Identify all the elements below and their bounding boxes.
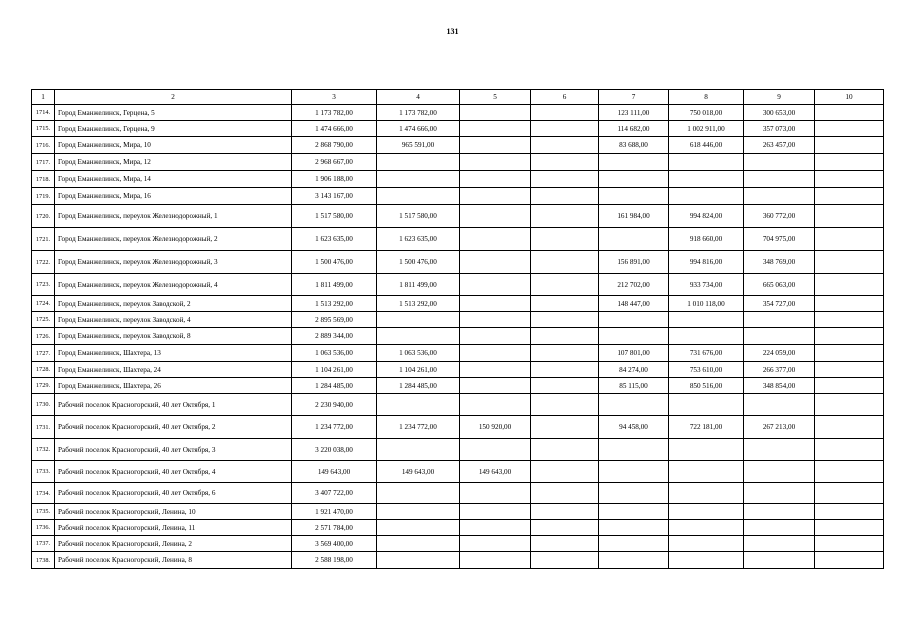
table-row <box>32 552 884 569</box>
value-cell-col-10 <box>815 171 884 188</box>
value-cell-col-6 <box>531 205 599 228</box>
table-row <box>32 536 884 552</box>
table-row <box>32 312 884 328</box>
table-row <box>32 439 884 461</box>
value-cell-col-7: 212 702,00 <box>599 274 669 296</box>
value-cell-col-5 <box>460 205 531 228</box>
value-cell-col-8 <box>669 171 744 188</box>
value-cell-col-4 <box>377 520 460 536</box>
value-cell-col-5 <box>460 394 531 416</box>
row-number-cell: 1715. <box>32 121 55 137</box>
value-cell-col-8 <box>669 394 744 416</box>
value-cell-col-3: 3 569 400,00 <box>292 536 377 552</box>
value-cell-col-4: 1 173 782,00 <box>377 105 460 121</box>
value-cell-col-7: 123 111,00 <box>599 105 669 121</box>
value-cell-col-8: 994 824,00 <box>669 205 744 228</box>
value-cell-col-8: 918 660,00 <box>669 228 744 251</box>
value-cell-col-7 <box>599 536 669 552</box>
table-row <box>32 378 884 394</box>
row-number-cell: 1736. <box>32 520 55 536</box>
row-number-cell: 1735. <box>32 504 55 520</box>
value-cell-col-4 <box>377 552 460 569</box>
value-cell-col-3: 1 513 292,00 <box>292 296 377 312</box>
value-cell-col-5: 150 920,00 <box>460 416 531 439</box>
value-cell-col-4: 1 513 292,00 <box>377 296 460 312</box>
value-cell-col-3: 3 407 722,00 <box>292 483 377 504</box>
value-cell-col-7 <box>599 328 669 345</box>
value-cell-col-6 <box>531 328 599 345</box>
value-cell-col-3: 1 811 499,00 <box>292 274 377 296</box>
row-number-cell: 1716. <box>32 137 55 154</box>
value-cell-col-10 <box>815 228 884 251</box>
value-cell-col-4: 1 474 666,00 <box>377 121 460 137</box>
value-cell-col-8: 1 002 911,00 <box>669 121 744 137</box>
value-cell-col-7 <box>599 439 669 461</box>
value-cell-col-4: 1 623 635,00 <box>377 228 460 251</box>
value-cell-col-5 <box>460 105 531 121</box>
address-cell: Рабочий поселок Красногорский, 40 лет Октября, 1 <box>55 394 292 416</box>
value-cell-col-6 <box>531 483 599 504</box>
value-cell-col-4: 965 591,00 <box>377 137 460 154</box>
address-cell: Город Еманжелинск, переулок Заводской, 8 <box>55 328 292 345</box>
value-cell-col-3: 1 104 261,00 <box>292 362 377 378</box>
row-number-cell: 1718. <box>32 171 55 188</box>
value-cell-col-7: 148 447,00 <box>599 296 669 312</box>
row-number-cell: 1714. <box>32 105 55 121</box>
table-row <box>32 105 884 121</box>
value-cell-col-8 <box>669 483 744 504</box>
value-cell-col-7 <box>599 154 669 171</box>
value-cell-col-3: 1 906 188,00 <box>292 171 377 188</box>
address-cell: Город Еманжелинск, Мира, 14 <box>55 171 292 188</box>
address-cell: Город Еманжелинск, переулок Железнодорожный, 4 <box>55 274 292 296</box>
value-cell-col-9 <box>744 504 815 520</box>
value-cell-col-10 <box>815 345 884 362</box>
page-number: 131 <box>446 27 459 36</box>
value-cell-col-3: 1 474 666,00 <box>292 121 377 137</box>
value-cell-col-10 <box>815 121 884 137</box>
value-cell-col-9: 360 772,00 <box>744 205 815 228</box>
column-header-1: 1 <box>32 90 55 105</box>
value-cell-col-8: 1 010 118,00 <box>669 296 744 312</box>
value-cell-col-4 <box>377 394 460 416</box>
table-row <box>32 394 884 416</box>
value-cell-col-6 <box>531 312 599 328</box>
value-cell-col-8: 753 610,00 <box>669 362 744 378</box>
value-cell-col-9 <box>744 536 815 552</box>
value-cell-col-6 <box>531 154 599 171</box>
row-number-cell: 1724. <box>32 296 55 312</box>
address-cell: Город Еманжелинск, переулок Железнодорожный, 3 <box>55 251 292 274</box>
value-cell-col-5 <box>460 345 531 362</box>
value-cell-col-6 <box>531 394 599 416</box>
value-cell-col-6 <box>531 378 599 394</box>
value-cell-col-8 <box>669 536 744 552</box>
value-cell-col-3: 2 868 790,00 <box>292 137 377 154</box>
value-cell-col-10 <box>815 296 884 312</box>
value-cell-col-9: 665 063,00 <box>744 274 815 296</box>
value-cell-col-9: 348 854,00 <box>744 378 815 394</box>
value-cell-col-10 <box>815 439 884 461</box>
value-cell-col-9 <box>744 461 815 483</box>
value-cell-col-5: 149 643,00 <box>460 461 531 483</box>
address-cell: Рабочий поселок Красногорский, Ленина, 2 <box>55 536 292 552</box>
value-cell-col-8 <box>669 312 744 328</box>
value-cell-col-8: 731 676,00 <box>669 345 744 362</box>
value-cell-col-5 <box>460 504 531 520</box>
value-cell-col-10 <box>815 188 884 205</box>
table-row <box>32 483 884 504</box>
row-number-cell: 1719. <box>32 188 55 205</box>
value-cell-col-9: 357 073,00 <box>744 121 815 137</box>
value-cell-col-10 <box>815 312 884 328</box>
value-cell-col-8: 750 018,00 <box>669 105 744 121</box>
value-cell-col-3: 3 220 038,00 <box>292 439 377 461</box>
value-cell-col-3: 1 173 782,00 <box>292 105 377 121</box>
value-cell-col-5 <box>460 171 531 188</box>
value-cell-col-9 <box>744 171 815 188</box>
value-cell-col-6 <box>531 504 599 520</box>
value-cell-col-8 <box>669 520 744 536</box>
value-cell-col-4 <box>377 188 460 205</box>
address-cell: Город Еманжелинск, Герцена, 9 <box>55 121 292 137</box>
value-cell-col-7 <box>599 188 669 205</box>
value-cell-col-6 <box>531 416 599 439</box>
value-cell-col-7 <box>599 171 669 188</box>
value-cell-col-9 <box>744 394 815 416</box>
value-cell-col-4: 1 500 476,00 <box>377 251 460 274</box>
table-row <box>32 154 884 171</box>
value-cell-col-3: 2 588 198,00 <box>292 552 377 569</box>
value-cell-col-5 <box>460 154 531 171</box>
table-row <box>32 188 884 205</box>
value-cell-col-7: 161 984,00 <box>599 205 669 228</box>
value-cell-col-4: 1 234 772,00 <box>377 416 460 439</box>
value-cell-col-7 <box>599 504 669 520</box>
value-cell-col-9: 224 059,00 <box>744 345 815 362</box>
value-cell-col-8 <box>669 188 744 205</box>
table-row <box>32 416 884 439</box>
address-cell: Город Еманжелинск, Мира, 16 <box>55 188 292 205</box>
value-cell-col-9 <box>744 552 815 569</box>
value-cell-col-5 <box>460 362 531 378</box>
value-cell-col-7 <box>599 483 669 504</box>
table-row <box>32 274 884 296</box>
value-cell-col-8 <box>669 461 744 483</box>
table-row <box>32 171 884 188</box>
value-cell-col-6 <box>531 251 599 274</box>
value-cell-col-9: 267 213,00 <box>744 416 815 439</box>
value-cell-col-3: 2 571 784,00 <box>292 520 377 536</box>
row-number-cell: 1722. <box>32 251 55 274</box>
value-cell-col-5 <box>460 137 531 154</box>
value-cell-col-10 <box>815 520 884 536</box>
value-cell-col-9 <box>744 328 815 345</box>
value-cell-col-6 <box>531 137 599 154</box>
row-number-cell: 1725. <box>32 312 55 328</box>
value-cell-col-9 <box>744 154 815 171</box>
value-cell-col-10 <box>815 137 884 154</box>
value-cell-col-8: 618 446,00 <box>669 137 744 154</box>
value-cell-col-8 <box>669 552 744 569</box>
value-cell-col-7: 94 458,00 <box>599 416 669 439</box>
value-cell-col-9 <box>744 439 815 461</box>
column-header-9: 9 <box>744 90 815 105</box>
value-cell-col-5 <box>460 378 531 394</box>
value-cell-col-6 <box>531 228 599 251</box>
value-cell-col-7: 85 115,00 <box>599 378 669 394</box>
value-cell-col-3: 2 968 667,00 <box>292 154 377 171</box>
value-cell-col-6 <box>531 439 599 461</box>
row-number-cell: 1720. <box>32 205 55 228</box>
table-row <box>32 362 884 378</box>
address-cell: Рабочий поселок Красногорский, Ленина, 10 <box>55 504 292 520</box>
value-cell-col-5 <box>460 121 531 137</box>
value-cell-col-3: 2 895 569,00 <box>292 312 377 328</box>
value-cell-col-7 <box>599 394 669 416</box>
value-cell-col-4 <box>377 328 460 345</box>
value-cell-col-10 <box>815 274 884 296</box>
value-cell-col-4 <box>377 536 460 552</box>
value-cell-col-5 <box>460 520 531 536</box>
value-cell-col-5 <box>460 188 531 205</box>
value-cell-col-8 <box>669 154 744 171</box>
value-cell-col-4 <box>377 504 460 520</box>
row-number-cell: 1730. <box>32 394 55 416</box>
value-cell-col-6 <box>531 274 599 296</box>
table-row <box>32 205 884 228</box>
address-cell: Город Еманжелинск, переулок Железнодорожный, 1 <box>55 205 292 228</box>
value-cell-col-10 <box>815 328 884 345</box>
value-cell-col-10 <box>815 483 884 504</box>
value-cell-col-4: 1 063 536,00 <box>377 345 460 362</box>
value-cell-col-6 <box>531 171 599 188</box>
value-cell-col-7 <box>599 228 669 251</box>
value-cell-col-7 <box>599 552 669 569</box>
value-cell-col-9: 266 377,00 <box>744 362 815 378</box>
column-header-4: 4 <box>377 90 460 105</box>
value-cell-col-5 <box>460 296 531 312</box>
row-number-cell: 1734. <box>32 483 55 504</box>
address-cell: Город Еманжелинск, Герцена, 5 <box>55 105 292 121</box>
value-cell-col-9 <box>744 312 815 328</box>
address-cell: Рабочий поселок Красногорский, Ленина, 8 <box>55 552 292 569</box>
value-cell-col-10 <box>815 461 884 483</box>
value-cell-col-6 <box>531 105 599 121</box>
value-cell-col-3: 1 623 635,00 <box>292 228 377 251</box>
address-cell: Город Еманжелинск, Мира, 10 <box>55 137 292 154</box>
data-table <box>31 89 884 569</box>
row-number-cell: 1723. <box>32 274 55 296</box>
row-number-cell: 1717. <box>32 154 55 171</box>
value-cell-col-9 <box>744 188 815 205</box>
value-cell-col-5 <box>460 552 531 569</box>
value-cell-col-8 <box>669 328 744 345</box>
value-cell-col-4 <box>377 154 460 171</box>
value-cell-col-8: 850 516,00 <box>669 378 744 394</box>
column-header-10: 10 <box>815 90 884 105</box>
value-cell-col-9: 348 769,00 <box>744 251 815 274</box>
table-row <box>32 228 884 251</box>
value-cell-col-6 <box>531 520 599 536</box>
value-cell-col-6 <box>531 552 599 569</box>
value-cell-col-10 <box>815 362 884 378</box>
value-cell-col-7: 107 801,00 <box>599 345 669 362</box>
row-number-cell: 1738. <box>32 552 55 569</box>
value-cell-col-8: 933 734,00 <box>669 274 744 296</box>
address-cell: Город Еманжелинск, Шахтера, 13 <box>55 345 292 362</box>
row-number-cell: 1731. <box>32 416 55 439</box>
row-number-cell: 1732. <box>32 439 55 461</box>
value-cell-col-5 <box>460 228 531 251</box>
value-cell-col-5 <box>460 536 531 552</box>
value-cell-col-8: 722 181,00 <box>669 416 744 439</box>
row-number-cell: 1729. <box>32 378 55 394</box>
row-number-cell: 1737. <box>32 536 55 552</box>
table-row <box>32 345 884 362</box>
value-cell-col-6 <box>531 536 599 552</box>
table-row <box>32 520 884 536</box>
address-cell: Рабочий поселок Красногорский, 40 лет Октября, 4 <box>55 461 292 483</box>
value-cell-col-3: 1 284 485,00 <box>292 378 377 394</box>
value-cell-col-5 <box>460 251 531 274</box>
value-cell-col-10 <box>815 416 884 439</box>
value-cell-col-10 <box>815 205 884 228</box>
value-cell-col-10 <box>815 251 884 274</box>
row-number-cell: 1721. <box>32 228 55 251</box>
value-cell-col-7: 83 688,00 <box>599 137 669 154</box>
value-cell-col-3: 1 234 772,00 <box>292 416 377 439</box>
value-cell-col-8: 994 816,00 <box>669 251 744 274</box>
value-cell-col-10 <box>815 378 884 394</box>
value-cell-col-9 <box>744 483 815 504</box>
table-row <box>32 121 884 137</box>
value-cell-col-3: 1 921 470,00 <box>292 504 377 520</box>
value-cell-col-6 <box>531 345 599 362</box>
table-row <box>32 296 884 312</box>
value-cell-col-4: 1 811 499,00 <box>377 274 460 296</box>
value-cell-col-9: 704 975,00 <box>744 228 815 251</box>
value-cell-col-4 <box>377 439 460 461</box>
column-header-5: 5 <box>460 90 531 105</box>
value-cell-col-9: 300 653,00 <box>744 105 815 121</box>
value-cell-col-3: 2 230 940,00 <box>292 394 377 416</box>
value-cell-col-10 <box>815 536 884 552</box>
column-header-2: 2 <box>55 90 292 105</box>
address-cell: Рабочий поселок Красногорский, 40 лет Октября, 6 <box>55 483 292 504</box>
value-cell-col-4 <box>377 171 460 188</box>
column-header-3: 3 <box>292 90 377 105</box>
table-row <box>32 328 884 345</box>
value-cell-col-10 <box>815 394 884 416</box>
address-cell: Город Еманжелинск, Мира, 12 <box>55 154 292 171</box>
value-cell-col-7: 84 274,00 <box>599 362 669 378</box>
value-cell-col-9 <box>744 520 815 536</box>
value-cell-col-8 <box>669 439 744 461</box>
value-cell-col-9: 263 457,00 <box>744 137 815 154</box>
table-body <box>32 105 884 569</box>
address-cell: Город Еманжелинск, Шахтера, 24 <box>55 362 292 378</box>
value-cell-col-6 <box>531 296 599 312</box>
value-cell-col-10 <box>815 504 884 520</box>
value-cell-col-9: 354 727,00 <box>744 296 815 312</box>
address-cell: Рабочий поселок Красногорский, 40 лет Октября, 2 <box>55 416 292 439</box>
address-cell: Рабочий поселок Красногорский, 40 лет Октября, 3 <box>55 439 292 461</box>
value-cell-col-10 <box>815 105 884 121</box>
value-cell-col-10 <box>815 552 884 569</box>
value-cell-col-7 <box>599 520 669 536</box>
value-cell-col-5 <box>460 312 531 328</box>
row-number-cell: 1733. <box>32 461 55 483</box>
column-header-8: 8 <box>669 90 744 105</box>
value-cell-col-3: 1 517 580,00 <box>292 205 377 228</box>
value-cell-col-5 <box>460 328 531 345</box>
value-cell-col-3: 1 500 476,00 <box>292 251 377 274</box>
value-cell-col-3: 149 643,00 <box>292 461 377 483</box>
value-cell-col-6 <box>531 461 599 483</box>
row-number-cell: 1727. <box>32 345 55 362</box>
table-row <box>32 251 884 274</box>
address-cell: Город Еманжелинск, переулок Железнодорожный, 2 <box>55 228 292 251</box>
value-cell-col-6 <box>531 121 599 137</box>
address-cell: Город Еманжелинск, переулок Заводской, 2 <box>55 296 292 312</box>
column-header-7: 7 <box>599 90 669 105</box>
value-cell-col-4: 149 643,00 <box>377 461 460 483</box>
table-row <box>32 461 884 483</box>
value-cell-col-4: 1 104 261,00 <box>377 362 460 378</box>
value-cell-col-8 <box>669 504 744 520</box>
value-cell-col-3: 2 889 344,00 <box>292 328 377 345</box>
value-cell-col-6 <box>531 188 599 205</box>
column-header-6: 6 <box>531 90 599 105</box>
value-cell-col-7 <box>599 461 669 483</box>
value-cell-col-5 <box>460 439 531 461</box>
value-cell-col-7: 114 682,00 <box>599 121 669 137</box>
value-cell-col-5 <box>460 274 531 296</box>
value-cell-col-7 <box>599 312 669 328</box>
address-cell: Рабочий поселок Красногорский, Ленина, 11 <box>55 520 292 536</box>
table-row <box>32 137 884 154</box>
value-cell-col-10 <box>815 154 884 171</box>
value-cell-col-4: 1 284 485,00 <box>377 378 460 394</box>
table-header-row <box>32 90 884 105</box>
value-cell-col-7: 156 891,00 <box>599 251 669 274</box>
row-number-cell: 1728. <box>32 362 55 378</box>
row-number-cell: 1726. <box>32 328 55 345</box>
value-cell-col-4 <box>377 312 460 328</box>
value-cell-col-4 <box>377 483 460 504</box>
value-cell-col-5 <box>460 483 531 504</box>
address-cell: Город Еманжелинск, Шахтера, 26 <box>55 378 292 394</box>
table-row <box>32 504 884 520</box>
value-cell-col-4: 1 517 580,00 <box>377 205 460 228</box>
value-cell-col-6 <box>531 362 599 378</box>
value-cell-col-3: 3 143 167,00 <box>292 188 377 205</box>
address-cell: Город Еманжелинск, переулок Заводской, 4 <box>55 312 292 328</box>
value-cell-col-3: 1 063 536,00 <box>292 345 377 362</box>
